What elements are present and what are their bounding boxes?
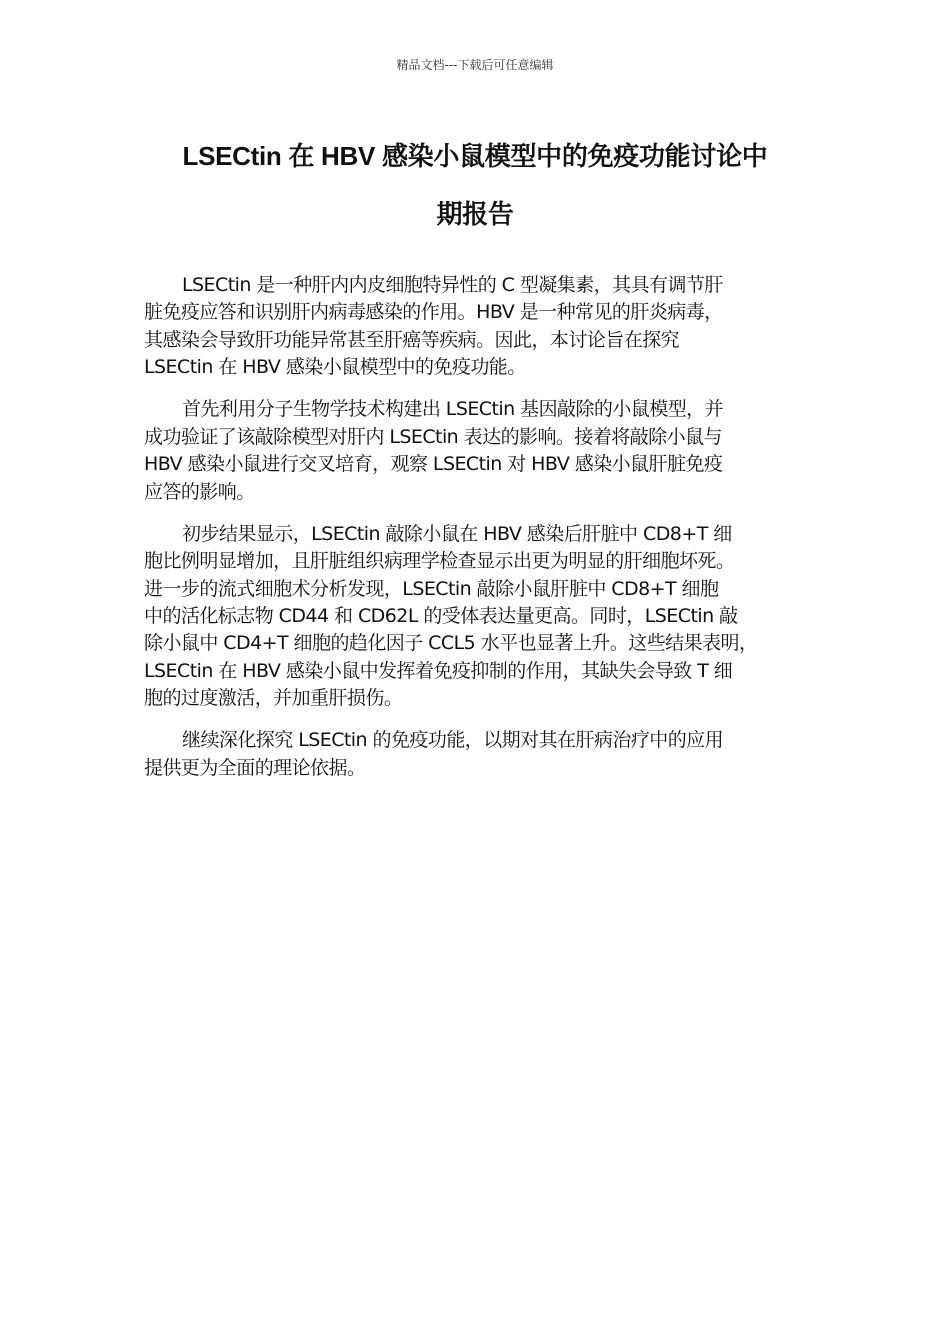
paragraph-2 (144, 396, 812, 506)
paragraph-line: LSECtin 是一种肝内内皮细胞特异性的 C 型凝集素，其具有调节肝 (182, 274, 723, 296)
paragraph-line: LSECtin 在 HBV 感染小鼠中发挥着免疫抑制的作用，其缺失会导致 T 细 (144, 659, 733, 682)
header-note: 精品文档---下载后可任意编辑 (396, 58, 554, 72)
paragraph-line: 提供更为全面的理论依据。 (144, 756, 366, 779)
paragraph-line: 胞比例明显增加，且肝脏组织病理学检查显示出更为明显的肝细胞坏死。 (144, 550, 735, 573)
paragraph-line: 除小鼠中 CD4+T 细胞的趋化因子 CCL5 水平也显著上升。这些结果表明， (144, 632, 758, 655)
paragraph-3 (144, 521, 812, 713)
title-line-2: 期报告 (436, 199, 514, 229)
paragraph-line: 继续深化探究 LSECtin 的免疫功能，以期对其在肝病治疗中的应用 (182, 729, 724, 752)
paragraph-line: 进一步的流式细胞术分析发现，LSECtin 敲除小鼠肝脏中 CD8+T 细胞 (144, 577, 719, 600)
paragraph-line: 成功验证了该敲除模型对肝内 LSECtin 表达的影响。接着将敲除小鼠与 (144, 425, 722, 448)
paragraph-line: LSECtin 在 HBV 感染小鼠模型中的免疫功能。 (144, 356, 526, 379)
paragraph-line: 脏免疫应答和识别肝内病毒感染的作用。HBV 是一种常见的肝炎病毒， (144, 301, 723, 324)
title-line-1: LSECtin 在 HBV 感染小鼠模型中的免疫功能讨论中 (182, 141, 768, 171)
paragraph-line: 应答的影响。 (144, 480, 255, 503)
paragraph-4 (144, 727, 812, 782)
paragraph-line: 其感染会导致肝功能异常甚至肝癌等疾病。因此，本讨论旨在探究 (144, 328, 680, 351)
paragraph-line: 初步结果显示，LSECtin 敲除小鼠在 HBV 感染后肝脏中 CD8+T 细 (182, 522, 732, 545)
document-body (144, 272, 812, 797)
paragraph-line: HBV 感染小鼠进行交叉培育，观察 LSECtin 对 HBV 感染小鼠肝脏免疫 (144, 453, 723, 476)
paragraph-1 (144, 272, 812, 382)
document-title (140, 134, 810, 250)
paragraph-line: 中的活化标志物 CD44 和 CD62L 的受体表达量更高。同时，LSECtin 敲 (144, 605, 738, 628)
paragraph-line: 首先利用分子生物学技术构建出 LSECtin 基因敲除的小鼠模型，并 (182, 398, 724, 421)
paragraph-line: 胞的过度激活，并加重肝损伤。 (144, 687, 403, 710)
